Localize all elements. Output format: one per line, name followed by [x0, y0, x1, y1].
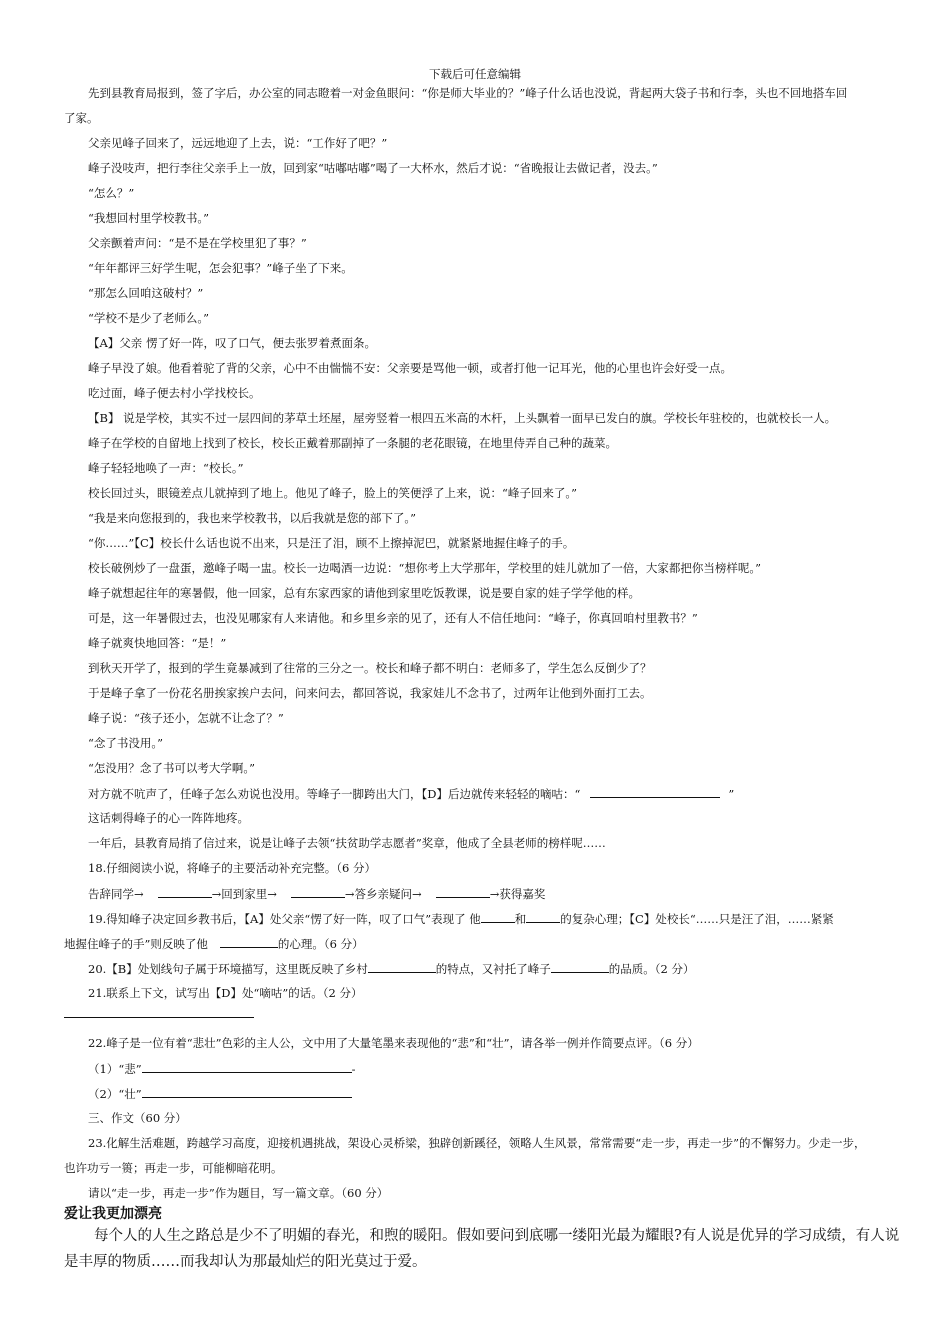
question-19-cont [64, 936, 364, 951]
page-header: 下载后可任意编辑 [429, 67, 521, 81]
paragraph-line: 峰子轻轻地唤了一声：“校长。” [88, 461, 244, 475]
paragraph-line: 峰子说：“孩子还小，怎就不让念了？” [88, 711, 284, 725]
fill-in-blank[interactable] [436, 886, 490, 898]
paragraph-line: 了家。 [64, 111, 99, 125]
flow-step: 告辞同学→ [88, 887, 144, 901]
flow-step: →回到家里→ [211, 887, 277, 901]
section-heading: 三、作文（60 分） [88, 1111, 187, 1125]
answer-line[interactable] [64, 1017, 254, 1018]
question-text: 的品质。（2 分） [608, 962, 695, 976]
closing-quote: ” [728, 787, 735, 801]
paragraph-line: 到秋天开学了，报到的学生竟暴减到了往常的三分之一。校长和峰子都不明白：老师多了，学生怎么反倒少了？ [88, 661, 652, 675]
paragraph-line: “念了书没用。” [88, 736, 164, 750]
question-text: 20.【B】处划线句子属于环境描写，这里既反映了乡村 [88, 962, 368, 976]
paragraph-line: “学校不是少了老师么。” [88, 311, 210, 325]
question-18-flow [88, 886, 545, 901]
paragraph-text: 对方就不吭声了，任峰子怎么劝说也没用。等峰子一脚跨出大门，【D】后边就传来轻轻的嘀咕：“ [88, 787, 581, 801]
essay-line: 是丰厚的物质……而我却认为那最灿烂的阳光莫过于爱。 [64, 1254, 427, 1270]
paragraph-line: 峰子没吱声，把行李往父亲手上一放，回到家“咕嘟咕嘟”喝了一大杯水，然后才说：“省晚报让去做记者，没去。” [88, 161, 658, 175]
question-text: （2）“壮” [88, 1087, 142, 1101]
question-text: 的特点，又衬托了峰子 [435, 962, 551, 976]
question-text: 和 [514, 912, 527, 926]
paragraph-line: “年年都评三好学生呢，怎会犯事？”峰子坐了下来。 [88, 261, 353, 275]
paragraph-line: 【B】 说是学校，其实不过一层四间的茅草土坯屋，屋旁竖着一根四五米高的木杆，上头飘着一面早已发白的旗。学校长年驻校的，也就校长一人。 [88, 411, 837, 425]
paragraph-line: 峰子在学校的自留地上找到了校长，校长正戴着那副掉了一条腿的老花眼镜，在地里侍弄自己种的蔬菜。 [88, 436, 617, 450]
paragraph-line: “那怎么回咱这破村？” [88, 286, 204, 300]
fill-in-blank[interactable] [142, 1061, 352, 1073]
question-text: 的复杂心理；【C】处校长“……只是汪了泪，……紧紧 [560, 912, 834, 926]
fill-in-blank[interactable] [481, 911, 515, 923]
paragraph-line: 于是峰子拿了一份花名册挨家挨户去问，问来问去，都回答说，我家娃儿不念书了，过两年让他到外面打工去。 [88, 686, 652, 700]
question-text: （1）“悲” [88, 1062, 142, 1076]
paragraph-line: 先到县教育局报到，签了字后，办公室的同志瞪着一对金鱼眼问：“你是师大毕业的？”峰子什么话也没说，背起两大袋子书和行李，头也不回地搭车回 [88, 86, 848, 100]
paragraph-line: 峰子早没了娘。他看着驼了背的父亲，心中不由惴惴不安：父亲要是骂他一顿，或者打他一记耳光，他的心里也许会好受一点。 [88, 361, 732, 375]
paragraph-line: “我是来向您报到的，我也来学校教书，以后我就是您的部下了。” [88, 511, 417, 525]
flow-step: →答乡亲疑问→ [344, 887, 422, 901]
paragraph-line: 峰子就想起往年的寒暑假，他一回家，总有东家西家的请他到家里吃饭教课，说是要自家的娃子学学他的样。 [88, 586, 640, 600]
flow-step: →获得嘉奖 [489, 887, 546, 901]
question-19 [88, 911, 834, 926]
question-23-cont: 也许功亏一篑；再走一步，可能柳暗花明。 [64, 1161, 283, 1175]
paragraph-line: 可是，这一年暑假过去，也没见哪家有人来请他。和乡里乡亲的见了，还有人不信任地问：“峰子，你真回咱村里教书？” [88, 611, 698, 625]
paragraph-line: 峰子就爽快地回答：“是！” [88, 636, 227, 650]
fill-in-blank[interactable] [551, 961, 609, 973]
essay-title: 爱让我更加漂亮 [64, 1206, 162, 1222]
question-22-part-2 [88, 1086, 352, 1101]
paragraph-line: 【A】父亲 愣了好一阵，叹了口气，便去张罗着煮面条。 [88, 336, 376, 350]
question-21: 21.联系上下文，试写出【D】处“嘀咕”的话。（2 分） [88, 986, 363, 1000]
question-22-part-1: （1）“悲” - [88, 1062, 356, 1076]
question-text: 19.得知峰子决定回乡教书后，【A】处父亲“愣了好一阵，叹了口气”表现了 他 [88, 912, 481, 926]
paragraph-line: 校长破例炒了一盘蛋，邀峰子喝一盅。校长一边喝酒一边说：“想你考上大学那年，学校里的娃儿就加了一倍，大家都把你当榜样呢。” [88, 561, 762, 575]
question-23-prompt: 请以“走一步，再走一步”作为题目，写一篇文章。（60 分） [88, 1186, 389, 1200]
fill-in-blank[interactable] [526, 911, 560, 923]
paragraph-line: 父亲颤着声问：“是不是在学校里犯了事？” [88, 236, 307, 250]
paragraph-line: “怎没用？念了书可以考大学啊。” [88, 761, 256, 775]
fill-in-blank[interactable] [590, 786, 720, 798]
question-text: 地握住峰子的手”则反映了他 [64, 937, 208, 951]
question-23: 23.化解生活难题，跨越学习高度，迎接机遇挑战，架设心灵桥梁，独辟创新蹊径，领略人生风景，常常需要“走一步，再走一步”的不懈努力。少走一步， [88, 1136, 866, 1150]
paragraph-line: 这话刺得峰子的心一阵阵地疼。 [88, 811, 249, 825]
paragraph-line: 一年后，县教育局捎了信过来，说是让峰子去领“扶贫助学志愿者”奖章，他成了全县老师的榜样呢…… [88, 836, 606, 850]
question-22: 22.峰子是一位有着“悲壮”色彩的主人公，文中用了大量笔墨来表现他的“悲”和“壮”，请各举一例并作简要点评。（6 分） [88, 1036, 699, 1050]
fill-in-blank[interactable] [220, 936, 278, 948]
paragraph-line: “我想回村里学校教书。” [88, 211, 210, 225]
paragraph-line: “怎么？” [88, 186, 135, 200]
paragraph-line-with-blank [88, 786, 734, 801]
paragraph-line: “你……”【C】校长什么话也说不出来，只是汪了泪，顾不上擦掉泥巴，就紧紧地握住峰子的手。 [88, 536, 575, 550]
paragraph-line: 父亲见峰子回来了，远远地迎了上去，说：“工作好了吧？” [88, 136, 388, 150]
fill-in-blank[interactable] [142, 1086, 352, 1098]
essay-line: 每个人的人生之路总是少不了明媚的春光，和煦的暖阳。假如要问到底哪一缕阳光最为耀眼?有人说是优异的学习成绩，有人说 [94, 1228, 900, 1244]
fill-in-blank[interactable] [291, 886, 345, 898]
question-20 [88, 961, 694, 976]
paragraph-line: 校长回过头，眼镜差点儿就掉到了地上。他见了峰子，脸上的笑便浮了上来，说：“峰子回来了。” [88, 486, 578, 500]
fill-in-blank[interactable] [368, 961, 436, 973]
question-18: 18.仔细阅读小说，将峰子的主要活动补充完整。（6 分） [88, 861, 377, 875]
question-text: 的心理。（6 分） [277, 937, 364, 951]
fill-in-blank[interactable] [158, 886, 212, 898]
paragraph-line: 吃过面，峰子便去村小学找校长。 [88, 386, 261, 400]
